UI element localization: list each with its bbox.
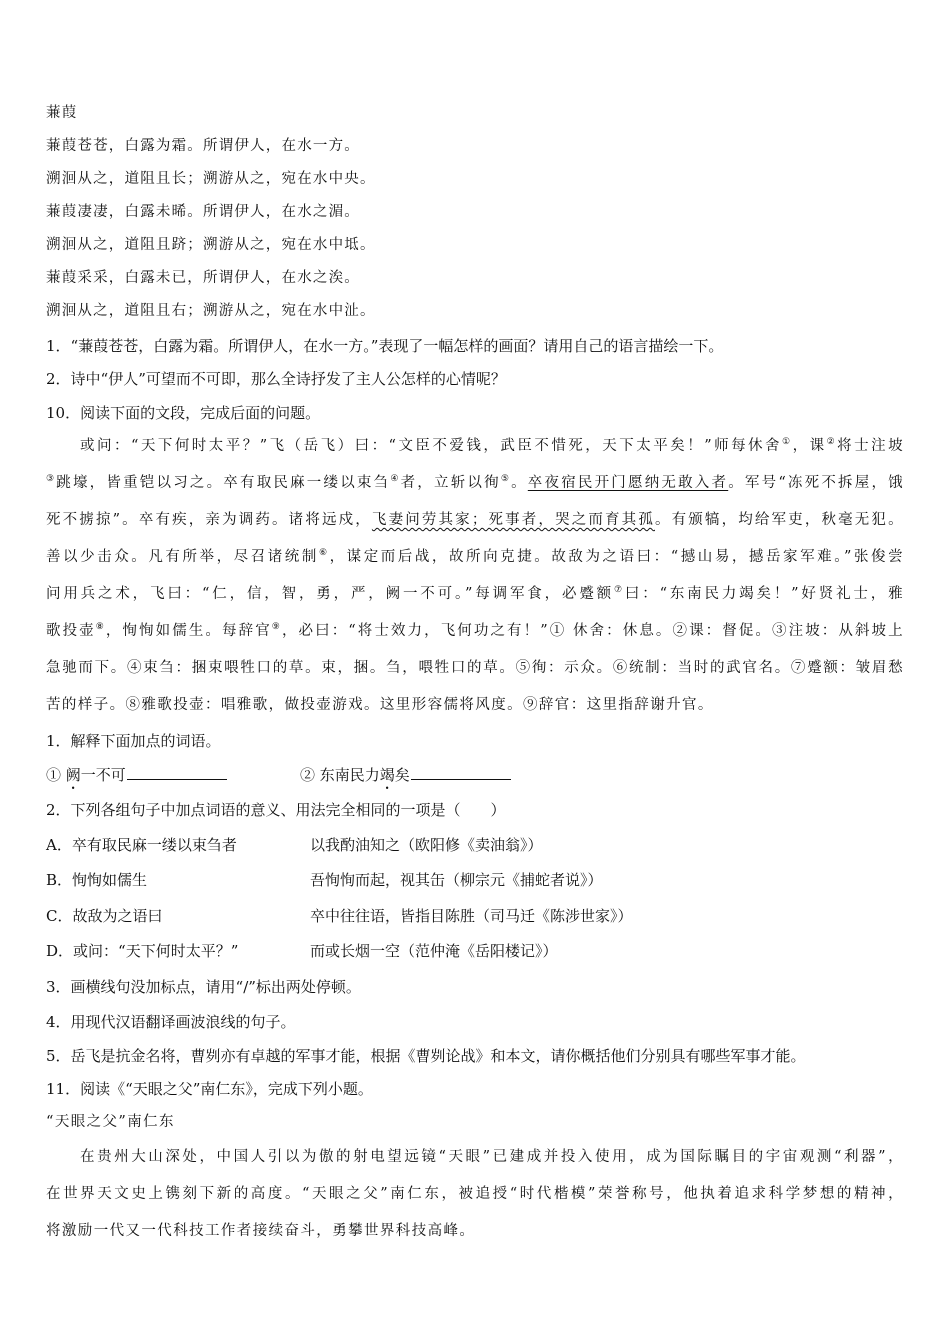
- option-a-left: A．卒有取民麻一缕以束刍者: [46, 836, 237, 854]
- classical-line-1: 或问：“天下何时太平？”飞（岳飞）曰：“文臣不爱钱，武臣不惜死，天下太平矣！”师每休舍①，课②将士注坡: [80, 437, 904, 454]
- q10-sub3: 3．画横线句没加标点，请用“/”标出两处停顿。: [46, 978, 361, 996]
- classical-line-8: 苦的样子。⑧雅歌投壶：唱雅歌，做投壶游戏。这里形容儒将风度。⑨辞官：这里指辞谢升官。: [46, 697, 714, 713]
- q11-paragraph-line: 在贵州大山深处，中国人引以为傲的射电望远镜“天眼”已建成并投入使用，成为国际瞩目的宇宙观测“利器”，: [80, 1149, 904, 1165]
- q11-heading: 11．阅读《“天眼之父”南仁东》，完成下列小题。: [46, 1080, 373, 1098]
- answer-blank[interactable]: [411, 765, 511, 780]
- classical-line-3: 死不掳掠”。卒有疾，亲为调药。诸将远戍，飞妻问劳其家；死事者，哭之而育其孤。有颁犒，均给军吏，秋毫无犯。: [46, 512, 904, 528]
- underlined-sentence: 卒夜宿民开门愿纳无敢入者: [527, 475, 729, 491]
- q10-sub2: 2．下列各组句子中加点词语的意义、用法完全相同的一项是（ ）: [46, 801, 506, 819]
- option-a-right: 以我酌油知之（欧阳修《卖油翁》）: [310, 836, 543, 854]
- q10-sub4: 4．用现代汉语翻译画波浪线的句子。: [46, 1013, 296, 1031]
- poem-line: 溯洄从之，道阻且右；溯游从之，宛在水中沚。: [46, 303, 376, 319]
- poem-question-1: 1．“蒹葭苍苍，白露为霜。所谓伊人，在水一方。”表现了一幅怎样的画面？请用自己的语言描绘一下。: [46, 337, 724, 355]
- classical-line-5: 问用兵之术，飞曰：“仁，信，智，勇，严，阙一不可。”每调军食，必蹙额⑦曰：“东南民力竭矣！”好贤礼士，雅: [46, 585, 905, 602]
- q11-paragraph-line: 将激励一代又一代科技工作者接续奋斗，勇攀世界科技高峰。: [46, 1223, 476, 1239]
- q11-paragraph-line: 在世界天文史上镌刻下新的高度。“天眼之父”南仁东，被追授“时代楷模”荣誉称号，他执着追求科学梦想的精神，: [46, 1186, 904, 1202]
- option-b-right: 吾恂恂而起，视其缶（柳宗元《捕蛇者说》）: [310, 871, 603, 889]
- poem-title: 蒹葭: [46, 105, 78, 121]
- q10-heading: 10．阅读下面的文段，完成后面的问题。: [46, 404, 321, 422]
- q10-sub1-item-b: ② 东南民力竭矣: [300, 765, 511, 793]
- q10-sub1: 1．解释下面加点的词语。: [46, 732, 221, 750]
- classical-line-6: 歌投壶⑧，恂恂如儒生。每辞官⑨，必曰：“将士效力，飞何功之有！”① 休舍：休息。②课：督促。③注坡：从斜坡上: [46, 622, 905, 639]
- q10-sub1-item-a: ① 阙一不可: [46, 765, 227, 793]
- classical-line-4: 善以少击众。凡有所举，尽召诸统制⑥，谋定而后战，故所向克捷。故敌为之语曰：“撼山易，撼岳家军难。”张俊尝: [46, 548, 905, 565]
- poem-line: 蒹葭采采，白露未已，所谓伊人，在水之涘。: [46, 270, 360, 286]
- poem-line: 溯洄从之，道阻且跻；溯游从之，宛在水中坻。: [46, 237, 376, 253]
- option-d-right: 而或长烟一空（范仲淹《岳阳楼记》）: [310, 942, 558, 960]
- answer-blank[interactable]: [127, 765, 227, 780]
- option-c-right: 卒中往往语，皆指目陈胜（司马迁《陈涉世家》）: [310, 907, 633, 925]
- wavy-underlined-sentence: 飞妻问劳其家；死事者，哭之而育其孤: [371, 512, 655, 528]
- classical-line-7: 急驰而下。④束刍：捆束喂牲口的草。束，捆。刍，喂牲口的草。⑤徇：示众。⑥统制：当时的武官名。⑦蹙额：皱眉愁: [46, 660, 904, 676]
- poem-question-2: 2．诗中“伊人”可望而不可即，那么全诗抒发了主人公怎样的心情呢？: [46, 370, 506, 388]
- poem-line: 蒹葭苍苍，白露为霜。所谓伊人，在水一方。: [46, 138, 360, 154]
- poem-line: 蒹葭凄凄，白露未晞。所谓伊人，在水之湄。: [46, 204, 360, 220]
- poem-line: 溯洄从之，道阻且长；溯游从之，宛在水中央。: [46, 171, 376, 187]
- option-c-left: C．故敌为之语曰: [46, 907, 163, 925]
- option-b-left: B．恂恂如儒生: [46, 871, 148, 889]
- q10-sub5: 5．岳飞是抗金名将，曹刿亦有卓越的军事才能，根据《曹刿论战》和本文，请你概括他们分别具有哪些军事才能。: [46, 1047, 806, 1065]
- q11-article-title: “天眼之父”南仁东: [46, 1114, 175, 1130]
- option-d-left: D．或问：“天下何时太平？”: [46, 942, 239, 960]
- classical-line-2: ③跳壕，皆重铠以习之。卒有取民麻一缕以束刍④者，立斩以徇⑤。卒夜宿民开门愿纳无敢入者。军号“冻死不拆屋，饿: [46, 474, 905, 491]
